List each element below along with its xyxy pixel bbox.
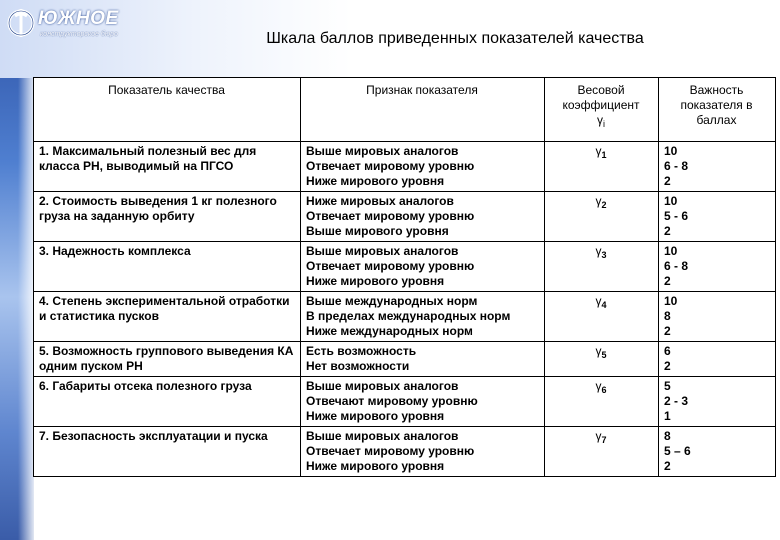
header-sign: Признак показателя — [301, 78, 545, 142]
sign-line: Выше мирового уровня — [306, 224, 449, 238]
table-header-row — [34, 78, 776, 142]
gamma-symbol: γ — [595, 429, 602, 443]
table-row — [34, 242, 776, 292]
points-line: 10 — [664, 144, 678, 158]
logo-name: ЮЖНОЕ — [38, 8, 119, 29]
gamma-symbol: γ — [595, 144, 602, 158]
gamma-symbol: γ — [595, 379, 602, 393]
sign-line: Отвечает мировому уровню — [306, 159, 475, 173]
sign-cell — [301, 292, 545, 342]
points-line: 2 — [664, 459, 671, 473]
indicator-cell: 4. Степень экспериментальной отработки и статистика пусков — [34, 292, 301, 342]
points-line: 2 — [664, 274, 671, 288]
gamma-symbol: γ — [595, 244, 602, 258]
points-cell — [659, 292, 776, 342]
table-row — [34, 427, 776, 477]
sign-line: Отвечают мировому уровню — [306, 394, 478, 408]
weight-cell — [545, 192, 659, 242]
sign-line: Ниже мирового уровня — [306, 409, 445, 423]
header-importance-line: баллах — [696, 113, 737, 127]
sign-line: Ниже мировых аналогов — [306, 194, 454, 208]
points-line: 2 — [664, 359, 671, 373]
sign-line: Ниже мирового уровня — [306, 274, 445, 288]
logo-subtitle: конструкторское бюро — [40, 31, 118, 38]
sign-line: Выше мировых аналогов — [306, 429, 459, 443]
table-row — [34, 292, 776, 342]
gamma-subscript: 3 — [601, 250, 607, 260]
sign-cell — [301, 142, 545, 192]
gamma-subscript: 6 — [601, 385, 607, 395]
sign-cell — [301, 342, 545, 377]
side-decoration — [0, 0, 34, 540]
sign-cell — [301, 377, 545, 427]
points-cell — [659, 427, 776, 477]
header-weight-line: Весовой — [577, 83, 625, 97]
points-line: 2 - 3 — [664, 394, 689, 408]
points-cell — [659, 342, 776, 377]
sign-line: Выше мировых аналогов — [306, 144, 459, 158]
sign-line: Нет возможности — [306, 359, 410, 373]
points-line: 8 — [664, 429, 671, 443]
weight-cell — [545, 142, 659, 192]
points-line: 5 – 6 — [664, 444, 691, 458]
points-line: 2 — [664, 324, 671, 338]
gamma-symbol: γ — [595, 194, 602, 208]
weight-cell — [545, 342, 659, 377]
table-row — [34, 377, 776, 427]
table-row — [34, 192, 776, 242]
quality-table — [33, 77, 776, 477]
points-line: 2 — [664, 174, 671, 188]
gamma-subscript: 7 — [601, 435, 607, 445]
sign-line: Есть возможность — [306, 344, 417, 358]
sign-line: Ниже мирового уровня — [306, 174, 445, 188]
weight-cell — [545, 377, 659, 427]
header-weight — [545, 78, 659, 142]
weight-cell — [545, 427, 659, 477]
sign-line: Отвечает мировому уровню — [306, 444, 475, 458]
header-weight-symbol — [550, 113, 652, 132]
points-line: 6 — [664, 344, 671, 358]
sign-line: Ниже мирового уровня — [306, 459, 445, 473]
points-line: 10 — [664, 194, 678, 208]
points-line: 5 — [664, 379, 671, 393]
header-indicator: Показатель качества — [34, 78, 301, 142]
indicator-cell: 7. Безопасность эксплуатации и пуска — [34, 427, 301, 477]
header-weight-line: коэффициент — [562, 98, 640, 112]
points-cell — [659, 192, 776, 242]
sign-cell — [301, 427, 545, 477]
gamma-subscript: i — [603, 119, 605, 129]
sign-line: Ниже международных норм — [306, 324, 473, 338]
indicator-cell: 5. Возможность группового выведения КА одним пуском РН — [34, 342, 301, 377]
weight-cell — [545, 292, 659, 342]
points-line: 5 - 6 — [664, 209, 689, 223]
gamma-subscript: 1 — [601, 150, 607, 160]
gamma-symbol: γ — [597, 113, 603, 127]
points-line: 6 - 8 — [664, 259, 689, 273]
gamma-subscript: 2 — [601, 200, 607, 210]
indicator-cell: 2. Стоимость выведения 1 кг полезного груза на заданную орбиту — [34, 192, 301, 242]
points-line: 10 — [664, 294, 678, 308]
sign-line: Выше мировых аналогов — [306, 244, 459, 258]
sign-line: Выше мировых аналогов — [306, 379, 459, 393]
sign-line: Выше международных норм — [306, 294, 478, 308]
sign-cell — [301, 242, 545, 292]
indicator-cell: 3. Надежность комплекса — [34, 242, 301, 292]
sign-cell — [301, 192, 545, 242]
sign-line: Отвечает мировому уровню — [306, 259, 475, 273]
gamma-subscript: 4 — [601, 300, 607, 310]
table-row — [34, 342, 776, 377]
indicator-cell: 6. Габариты отсека полезного груза — [34, 377, 301, 427]
header-importance-line: показателя в — [680, 98, 753, 112]
points-line: 8 — [664, 309, 671, 323]
weight-cell — [545, 242, 659, 292]
sign-line: Отвечает мировому уровню — [306, 209, 475, 223]
gamma-symbol: γ — [595, 294, 602, 308]
points-cell — [659, 142, 776, 192]
points-cell — [659, 242, 776, 292]
points-line: 2 — [664, 224, 671, 238]
page-title: Шкала баллов приведенных показателей качества — [266, 30, 644, 47]
sign-line: В пределах международных норм — [306, 309, 511, 323]
gamma-subscript: 5 — [601, 350, 607, 360]
points-cell — [659, 377, 776, 427]
table-row — [34, 142, 776, 192]
indicator-cell: 1. Максимальный полезный вес для класса РН, выводимый на ПГСО — [34, 142, 301, 192]
gamma-symbol: γ — [595, 344, 602, 358]
header-importance-line: Важность — [689, 83, 744, 97]
points-line: 6 - 8 — [664, 159, 689, 173]
header-importance — [659, 78, 776, 142]
points-line: 1 — [664, 409, 671, 423]
points-line: 10 — [664, 244, 678, 258]
